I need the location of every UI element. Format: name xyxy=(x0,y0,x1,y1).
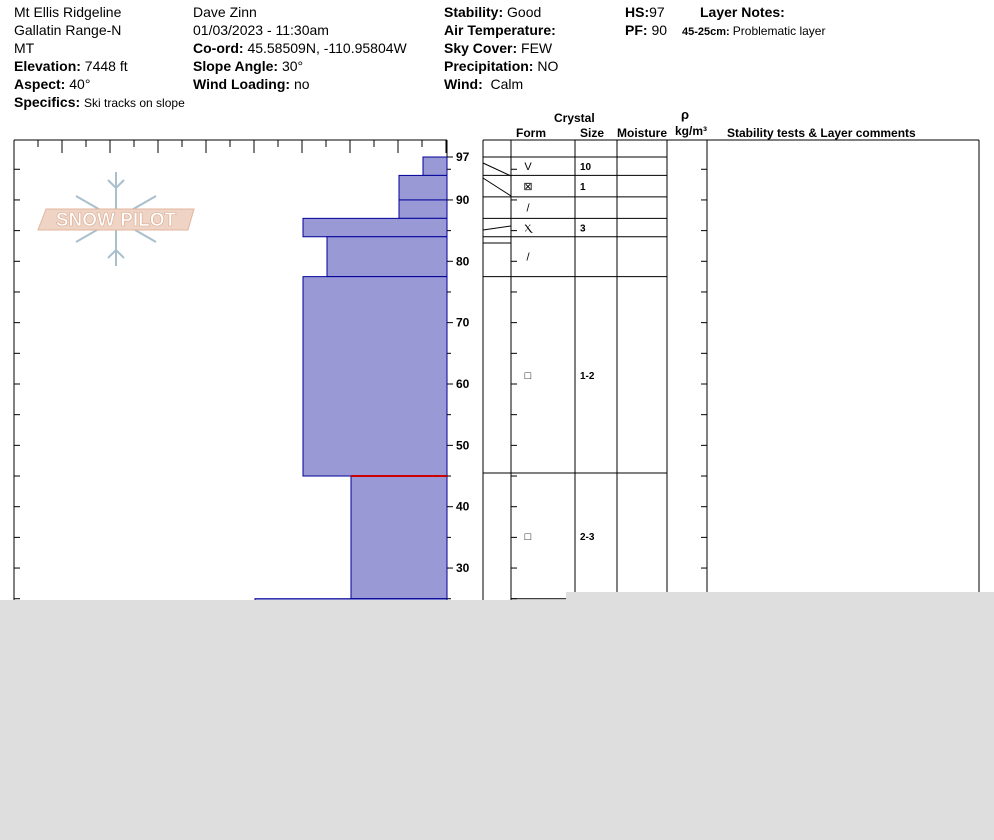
cropped-area-edge xyxy=(566,592,994,602)
coord-value: 45.58509N, -110.95804W xyxy=(247,40,407,56)
hardness-bars xyxy=(255,157,447,600)
observer-name: Dave Zinn xyxy=(193,4,257,20)
density-unit-header: kg/m³ xyxy=(675,124,708,138)
wind-value: Calm xyxy=(490,76,524,92)
crystal-size: 1-2 xyxy=(580,370,595,382)
hardness-bar xyxy=(303,277,447,476)
location-name: Mt Ellis Ridgeline xyxy=(14,4,122,20)
crystal-form: □ xyxy=(524,530,532,543)
height-tick-label: 30 xyxy=(456,561,470,576)
crystal-size: 10 xyxy=(580,162,592,174)
sky-label: Sky Cover: xyxy=(444,40,518,56)
state-name: MT xyxy=(14,40,35,56)
hs-value: 97 xyxy=(649,4,665,20)
height-tick-label: 40 xyxy=(456,499,470,514)
height-tick-label: 80 xyxy=(456,254,470,269)
hardness-bar xyxy=(399,175,447,200)
precip-label: Precipitation: xyxy=(444,58,534,74)
crystal-form: / xyxy=(526,202,530,215)
height-tick-label: 97 xyxy=(456,150,470,164)
crystal-header: Crystal xyxy=(554,111,595,125)
stability-label: Stability: xyxy=(444,4,504,20)
stability-value: Good xyxy=(507,4,542,20)
crystal-size: 2-3 xyxy=(580,531,595,543)
hardness-bar xyxy=(351,476,447,599)
height-tick-label: 50 xyxy=(456,438,470,453)
hs-label: HS: xyxy=(625,4,650,20)
precip-value: NO xyxy=(537,58,559,74)
aspect-label: Aspect: xyxy=(14,76,66,92)
logo-text: SNOW PILOT xyxy=(55,210,177,231)
observation-datetime: 01/03/2023 - 11:30am xyxy=(193,22,329,38)
wind-label: Wind: xyxy=(444,76,483,92)
crystal-form: Ⲭ xyxy=(524,222,532,235)
layer-notes-label: Layer Notes: xyxy=(700,4,785,20)
air-temp-label: Air Temperature: xyxy=(444,22,556,38)
slope-value: 30° xyxy=(281,58,304,74)
form-header: Form xyxy=(516,126,546,140)
height-axis xyxy=(447,150,470,600)
wind-loading-value: no xyxy=(293,76,310,92)
crystal-form: □ xyxy=(524,369,532,382)
pf-value: 90 xyxy=(651,22,668,38)
wind-loading-label: Wind Loading: xyxy=(193,76,291,92)
specifics-label: Specifics: xyxy=(14,94,81,110)
elevation-value: 7448 ft xyxy=(84,58,128,74)
hardness-bar xyxy=(303,218,447,236)
pf-label: PF: xyxy=(625,22,648,38)
table-connector-slant xyxy=(483,163,511,176)
cropped-area xyxy=(0,600,994,840)
layer-note-text: Problematic layer xyxy=(732,24,826,38)
hardness-bar xyxy=(423,157,447,175)
specifics-value: Ski tracks on slope xyxy=(84,96,185,110)
sky-value: FEW xyxy=(521,40,553,56)
slope-label: Slope Angle: xyxy=(193,58,279,74)
crystal-form: V xyxy=(524,161,532,174)
range-name: Gallatin Range-N xyxy=(14,22,122,38)
rho-header: ρ xyxy=(681,107,690,122)
layer-note-depth: 45-25cm: xyxy=(682,26,730,38)
height-tick-label: 70 xyxy=(456,315,470,330)
size-header: Size xyxy=(580,126,605,140)
height-tick-label: 90 xyxy=(456,192,470,207)
height-tick-label: 60 xyxy=(456,376,470,391)
table-connector-slant xyxy=(483,226,511,230)
elevation-label: Elevation: xyxy=(14,58,81,74)
crystal-size: 3 xyxy=(580,223,586,235)
crystal-size: 1 xyxy=(580,182,586,194)
hardness-bar xyxy=(399,200,447,218)
comments-header: Stability tests & Layer comments xyxy=(727,126,916,140)
aspect-value: 40° xyxy=(69,76,91,92)
crystal-form: ⊠ xyxy=(523,181,533,194)
hardness-bar xyxy=(327,237,447,277)
table-connector-slant xyxy=(483,178,511,196)
crystal-form: / xyxy=(526,251,530,264)
moisture-header: Moisture xyxy=(617,126,668,140)
coord-label: Co-ord: xyxy=(193,40,244,56)
layer-table xyxy=(483,140,979,600)
